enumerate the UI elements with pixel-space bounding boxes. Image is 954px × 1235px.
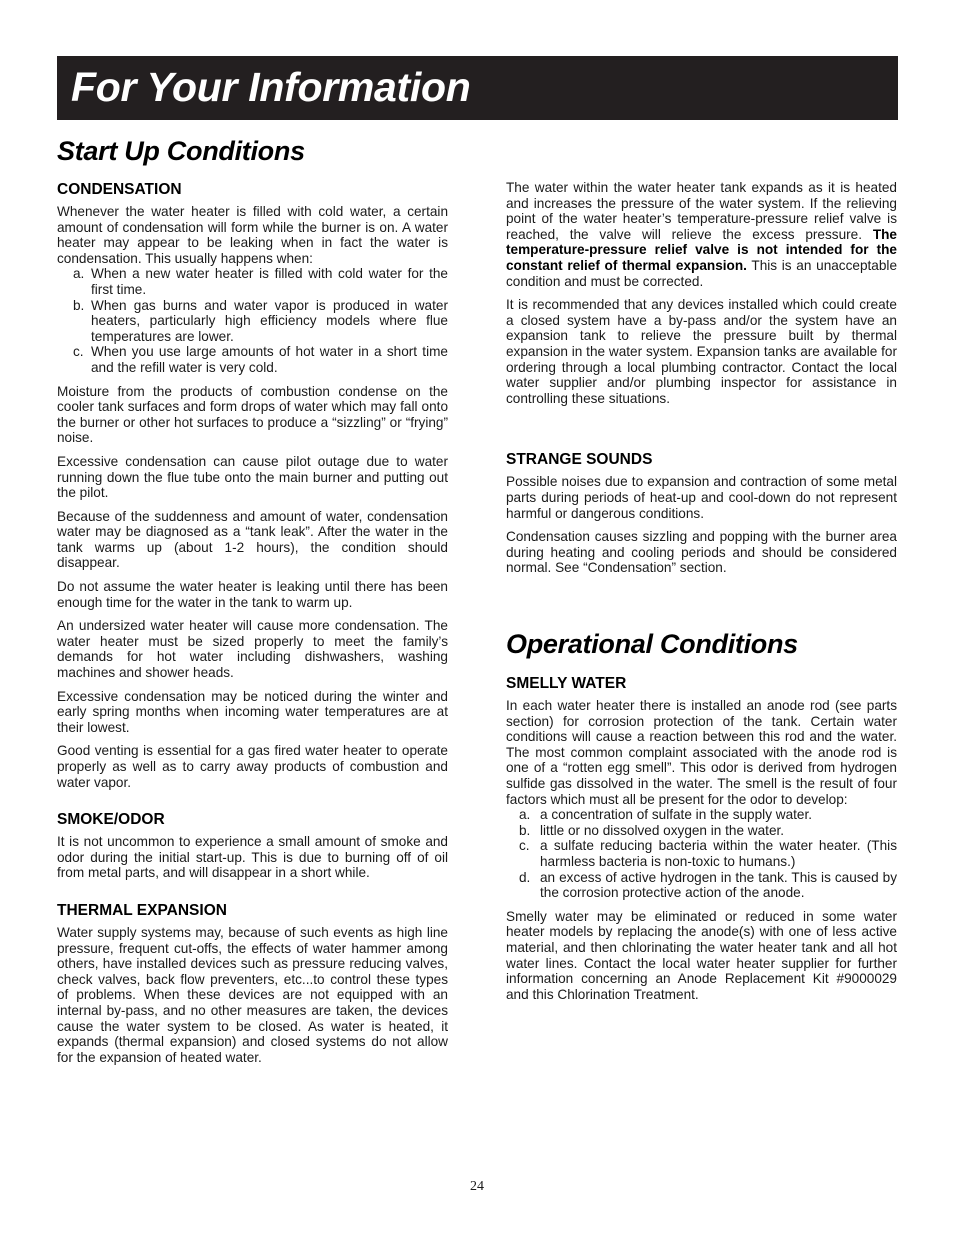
condensation-paragraph: Excessive condensation can cause pilot outage due to water running down the flue tube onto the main burner and putting out the pilot. xyxy=(57,453,448,501)
heading-strange-sounds: STRANGE SOUNDS xyxy=(506,451,653,469)
section-title-operational: Operational Conditions xyxy=(506,629,798,659)
condensation-paragraph: Do not assume the water heater is leaking until there has been enough time for the water in the tank to warm up. xyxy=(57,579,448,610)
condensation-paragraph: Moisture from the products of combustion condense on the cooler tank surfaces and form drops of water which may fall onto the burner or other hot surfaces to produce a “sizzling” or “frying” noise. xyxy=(57,383,448,446)
smelly-factors-list xyxy=(506,807,897,901)
heading-condensation: CONDENSATION xyxy=(57,181,182,198)
list-item: c. When you use large amounts of hot water in a short time and the refill water is very cold. xyxy=(73,344,448,375)
sounds-paragraph: Condensation causes sizzling and popping with the burner area during heating and cooling periods and should be considered normal. See “Condensation” section. xyxy=(506,529,897,576)
list-item: b. When gas burns and water vapor is produced in water heaters, particularly high efficiency models where flue temperatures are lower. xyxy=(73,297,448,344)
page-number: 24 xyxy=(470,1179,484,1194)
smelly-paragraph: Smelly water may be eliminated or reduced in some water heater models by replacing the anode(s) with one of less active material, and then chlorinating the water heater tank and all hot water lines. Contact the local water heater supplier for further information concerning an Anode Replacement Kit #9000029 and this Chlorination Treatment. xyxy=(506,908,897,1002)
list-item: c. a sulfate reducing bacteria within the water heater. (This harmless bacteria is non-toxic to humans.) xyxy=(519,838,897,869)
list-item: a. a concentration of sulfate in the supply water. xyxy=(519,807,813,823)
heading-smelly-water: SMELLY WATER xyxy=(506,675,627,692)
thermal-paragraph: Water supply systems may, because of such events as high line pressure, frequent cut-offs, the effects of water hammer among others, have installed devices such as pressure reducing valves, check valves, back flow preventers, etc...to control these types of problems. When these devices are not equipped with an internal by-pass, and no other measures are taken, the devices cause the water system to be closed. As water is heated, it expands (thermal expansion) and closed systems do not allow for the expansion of heated water. xyxy=(57,924,448,1065)
condensation-list xyxy=(57,266,448,375)
condensation-intro: Whenever the water heater is filled with cold water, a certain amount of condensation will form while the burner is on. A water heater may appear to be leaking when in fact the water is condensation. This usually happens when: xyxy=(57,204,448,266)
list-item: b. little or no dissolved oxygen in the water. xyxy=(519,822,785,838)
section-title-start-up: Start Up Conditions xyxy=(57,136,305,166)
smoke-paragraph: It is not uncommon to experience a small amount of smoke and odor during the initial start-up. This is due to burning off of oil from metal parts, and will disappear in a short while. xyxy=(57,834,448,881)
heading-smoke-odor: SMOKE/ODOR xyxy=(57,811,165,829)
relief-valve-warning: The temperature-pressure relief valve is not intended for the constant relief of thermal expansion. xyxy=(506,226,897,273)
sounds-paragraph: Possible noises due to expansion and contraction of some metal parts during periods of heat-up and cool-down do not represent harmful or dangerous conditions. xyxy=(506,474,897,521)
condensation-paragraph: An undersized water heater will cause more condensation. The water heater must be sized properly to meet the family’s demands for hot water including dishwashers, washing machines and shower heads. xyxy=(57,618,448,681)
list-item: a. When a new water heater is filled with cold water for the first time. xyxy=(73,266,448,297)
right-column xyxy=(506,180,897,584)
thermal-paragraph-2: The water within the water heater tank expands as it is heated and increases the pressure of the water system. If the relieving point of the water heater’s temperature-pressure relief valve is reached, the valve will relieve the excess pressure. The temperature-pressure relief valve is not intended for the constant relief of thermal expansion. This is an unacceptable condition and must be corrected. xyxy=(506,180,898,289)
page-title: For Your Information xyxy=(71,64,471,110)
condensation-paragraph: Excessive condensation may be noticed during the winter and early spring months when incoming water temperatures are at their lowest. xyxy=(57,688,448,735)
right-column-lower xyxy=(506,674,897,1010)
thermal-paragraph-3: It is recommended that any devices installed which could create a closed system have a by-pass and/or the system have an expansion tank to relieve the pressure built by thermal expansion in the water system. Expansion tanks are available for ordering through a local plumbing contractor. Contact the local water supplier and/or plumbing inspector for assistance in controlling these situations. xyxy=(506,297,897,406)
condensation-paragraph: Because of the suddenness and amount of water, condensation water may be diagnosed as a “tank leak”. After the water in the tank warms up (about 1-2 hours), the condition should disappear. xyxy=(57,508,448,571)
smelly-intro: In each water heater there is installed an anode rod (see parts section) for corrosion protection of the tank. Certain water conditions will cause a reaction between this rod and the water. The most common complaint associated with the anode rod is one of a “rotten egg smell”. This odor is derived from hydrogen sulfide gas dissolved in the water. The smell is the result of four factors which must all be present for the odor to develop: xyxy=(506,698,897,807)
left-column xyxy=(57,180,448,1073)
header-banner xyxy=(57,56,898,120)
heading-thermal-expansion: THERMAL EXPANSION xyxy=(57,901,227,919)
list-item: d. an excess of active hydrogen in the tank. This is caused by the corrosion protective action of the anode. xyxy=(519,869,897,901)
condensation-paragraph: Good venting is essential for a gas fired water heater to operate properly as well as to carry away products of combustion and water vapor. xyxy=(57,743,448,790)
